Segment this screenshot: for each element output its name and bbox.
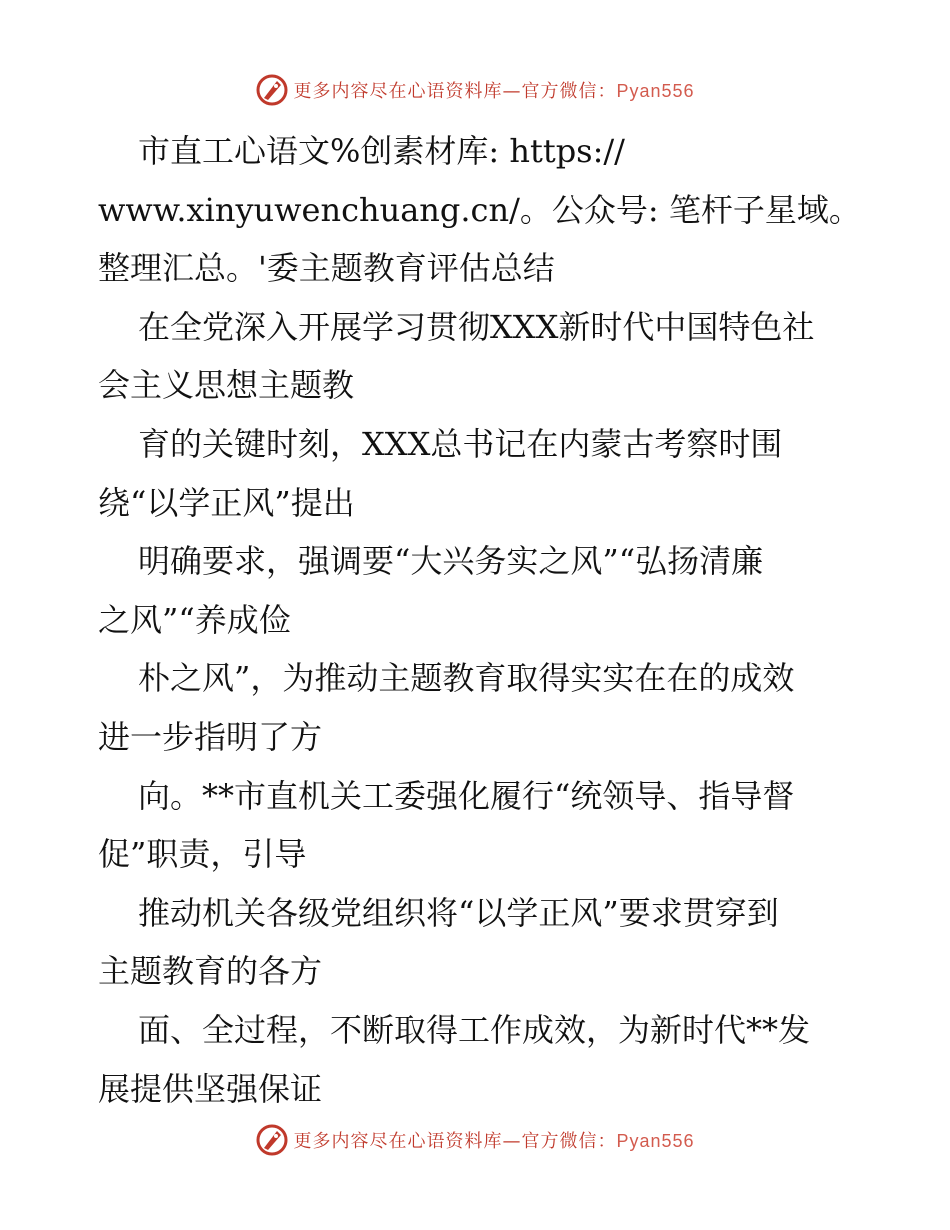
text-line: 推动机关各级党组织将“以学正风”要求贯穿到: [138, 893, 779, 932]
text-line: 促”职责，引导: [98, 835, 307, 874]
text-line: 整理汇总。'委主题教育评估总结: [98, 249, 555, 288]
text-line: 向。**市直机关工委强化履行“统领导、指导督: [138, 776, 795, 815]
watermark-footer: [0, 1120, 950, 1160]
watermark-text: [293, 1127, 694, 1153]
watermark-separator: —: [502, 81, 522, 102]
text-line: 展提供坚强保证: [98, 1069, 323, 1108]
pen-nib-logo-icon: [255, 73, 289, 107]
watermark-account: Pyan556: [616, 81, 695, 101]
text-line: 之风”“养成俭: [98, 600, 291, 639]
text-line: 绕“以学正风”提出: [98, 483, 355, 522]
text-line: 进一步指明了方: [98, 717, 323, 756]
text-line: 朴之风”，为推动主题教育取得实实在在的成效: [138, 659, 795, 698]
text-line: 明确要求，强调要“大兴务实之风”“弘扬清廉: [138, 542, 764, 581]
text-line: 市直工心语文%创素材库: https://: [138, 132, 625, 170]
watermark-contact-label: 官方微信：: [521, 1131, 617, 1152]
document-body: [98, 122, 861, 1118]
watermark-header: [0, 70, 950, 110]
watermark-contact-label: 官方微信：: [521, 81, 617, 102]
watermark-brand: 更多内容尽在心语资料库: [293, 1131, 503, 1152]
watermark-brand: 更多内容尽在心语资料库: [293, 81, 503, 102]
watermark-account: Pyan556: [616, 1131, 695, 1151]
watermark-separator: —: [502, 1131, 522, 1152]
pen-nib-logo-icon: [255, 1123, 289, 1157]
text-line: 会主义思想主题教: [98, 366, 355, 405]
text-line: 主题教育的各方: [98, 952, 323, 991]
text-line: 面、全过程，不断取得工作成效，为新时代**发: [138, 1010, 811, 1049]
text-line: 育的关键时刻，XXX总书记在内蒙古考察时围: [138, 424, 783, 463]
text-line: www.xinyuwenchuang.cn/。公众号: 笔杆子星域。: [98, 190, 861, 229]
watermark-text: [293, 77, 694, 103]
text-line: 在全党深入开展学习贯彻XXX新时代中国特色社: [138, 307, 815, 346]
